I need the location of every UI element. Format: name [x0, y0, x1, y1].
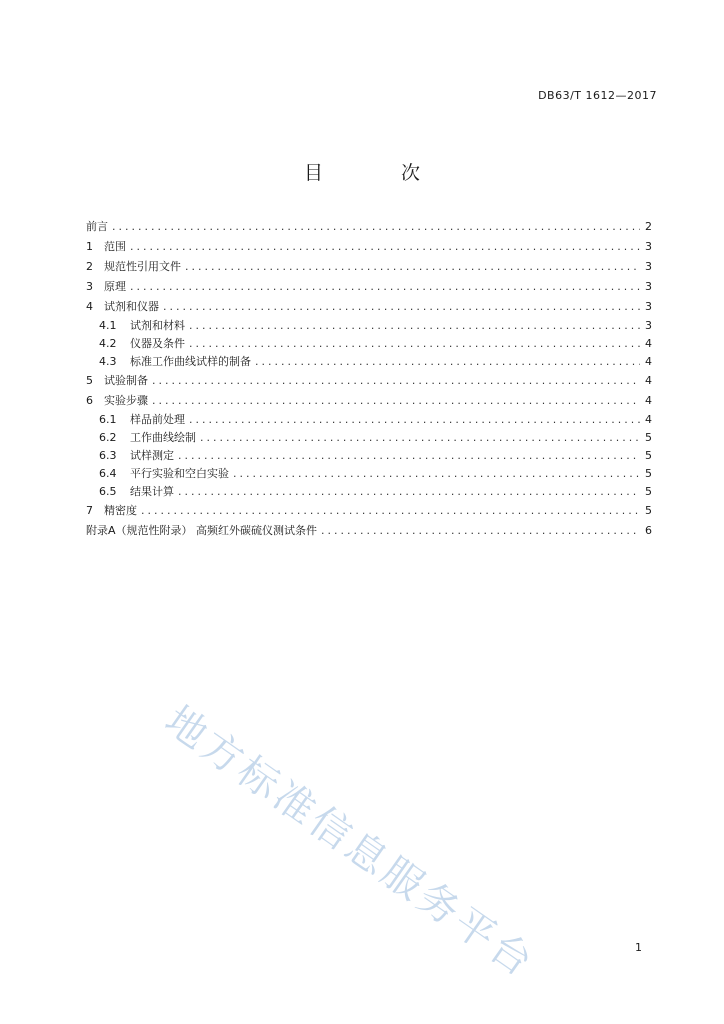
toc-leader — [141, 501, 640, 521]
toc-entry-4[interactable] — [86, 297, 652, 317]
toc-leader — [152, 391, 640, 411]
toc-entry-4-3[interactable] — [86, 353, 652, 371]
toc-entry-appendix-a[interactable] — [86, 521, 652, 541]
toc-number: 6.1 — [99, 413, 117, 426]
toc-number: 4 — [86, 300, 93, 313]
toc-entry-6-5[interactable] — [86, 483, 652, 501]
toc-leader — [130, 237, 640, 257]
toc-entry-6-1[interactable] — [86, 411, 652, 429]
toc-label: 工作曲线绘制 — [130, 431, 196, 444]
toc-page: 3 — [645, 319, 652, 332]
toc-page: 3 — [645, 240, 652, 253]
toc-label: 原理 — [104, 280, 126, 293]
toc-entry-6-4[interactable] — [86, 465, 652, 483]
toc-entry-6[interactable] — [86, 391, 652, 411]
toc-number: 5 — [86, 374, 93, 387]
toc-page: 5 — [645, 431, 652, 444]
toc-leader — [178, 447, 640, 465]
toc-label: 样品前处理 — [130, 413, 185, 426]
toc-page: 4 — [645, 413, 652, 426]
toc-label: 仪器及条件 — [130, 337, 185, 350]
toc-leader — [163, 297, 640, 317]
toc-number: 1 — [86, 240, 93, 253]
toc-page: 4 — [645, 355, 652, 368]
toc-leader — [189, 317, 640, 335]
toc-leader — [185, 257, 640, 277]
toc-label: 范围 — [104, 240, 126, 253]
toc-number: 6.4 — [99, 467, 117, 480]
toc-entry-4-1[interactable] — [86, 317, 652, 335]
toc-page: 5 — [645, 504, 652, 517]
toc-label: 平行实验和空白实验 — [130, 467, 229, 480]
toc-entry-1[interactable] — [86, 237, 652, 257]
toc-entry-2[interactable] — [86, 257, 652, 277]
toc-page: 3 — [645, 300, 652, 313]
toc-number: 4.1 — [99, 319, 117, 332]
toc-label: 试剂和仪器 — [104, 300, 159, 313]
toc-page: 6 — [645, 524, 652, 537]
toc-page: 4 — [645, 394, 652, 407]
toc-label: 结果计算 — [130, 485, 174, 498]
toc-page: 2 — [645, 220, 652, 233]
toc-page: 5 — [645, 449, 652, 462]
standard-number: DB63/T 1612—2017 — [538, 89, 657, 102]
toc-entry-5[interactable] — [86, 371, 652, 391]
toc-number: 6 — [86, 394, 93, 407]
toc-entry-6-2[interactable] — [86, 429, 652, 447]
toc-entry-7[interactable] — [86, 501, 652, 521]
toc-leader — [189, 411, 640, 429]
toc-label: 实验步骤 — [104, 394, 148, 407]
toc-label: 标准工作曲线试样的制备 — [130, 355, 251, 368]
page-title: 目 次 — [303, 162, 457, 184]
toc-label: 试剂和材料 — [130, 319, 185, 332]
toc-leader — [130, 277, 640, 297]
toc-label: 试样测定 — [130, 449, 174, 462]
toc-page: 5 — [645, 467, 652, 480]
toc-number: 6.3 — [99, 449, 117, 462]
toc-page: 3 — [645, 260, 652, 273]
toc-number: 6.2 — [99, 431, 117, 444]
toc-entry-6-3[interactable] — [86, 447, 652, 465]
toc-number: 4.2 — [99, 337, 117, 350]
toc-label: 规范性引用文件 — [104, 260, 181, 273]
watermark: 地方标准信息服务平台 — [156, 697, 544, 988]
toc-number: 2 — [86, 260, 93, 273]
toc-leader — [233, 465, 640, 483]
toc-label: 试验制备 — [104, 374, 148, 387]
toc-entry-4-2[interactable] — [86, 335, 652, 353]
toc-number: 6.5 — [99, 485, 117, 498]
toc-page: 5 — [645, 485, 652, 498]
toc-entry-foreword[interactable] — [86, 217, 652, 237]
toc-leader — [255, 353, 640, 371]
toc-page: 3 — [645, 280, 652, 293]
toc-label: 精密度 — [104, 504, 137, 517]
toc-leader — [321, 521, 640, 541]
toc-leader — [189, 335, 640, 353]
toc-number: 4.3 — [99, 355, 117, 368]
table-of-contents — [86, 217, 652, 541]
toc-page: 4 — [645, 374, 652, 387]
toc-number: 3 — [86, 280, 93, 293]
toc-label: 附录A（规范性附录） 高频红外碳硫仪测试条件 — [86, 524, 318, 537]
page-number: 1 — [635, 941, 642, 954]
toc-number: 7 — [86, 504, 93, 517]
toc-leader — [152, 371, 640, 391]
toc-leader — [200, 429, 640, 447]
toc-leader — [178, 483, 640, 501]
toc-leader — [112, 217, 640, 237]
toc-entry-3[interactable] — [86, 277, 652, 297]
toc-page: 4 — [645, 337, 652, 350]
toc-label: 前言 — [86, 220, 108, 233]
